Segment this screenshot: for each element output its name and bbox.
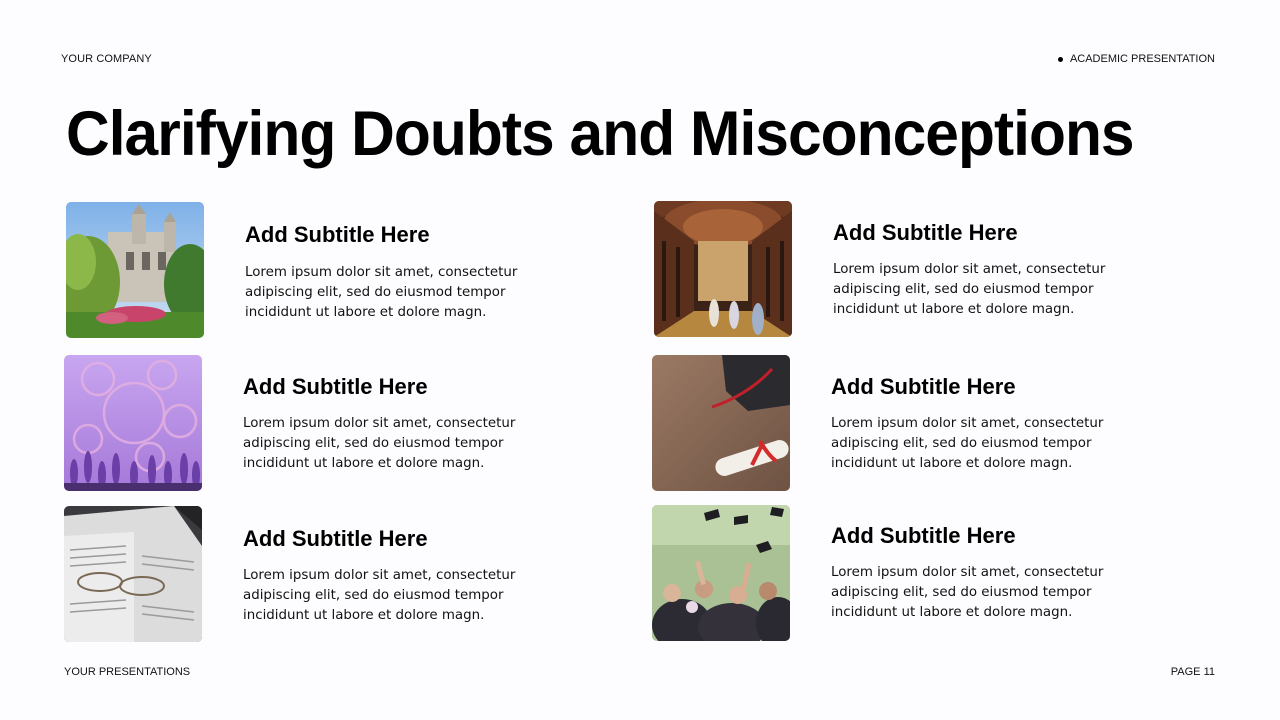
- card-body: Lorem ipsum dolor sit amet, consectetur adipiscing elit, sed do eiusmod tempor incididunt ut labore et dolore magn.: [831, 565, 1104, 620]
- card-subtitle: Add Subtitle Here: [245, 222, 430, 247]
- content-card: [64, 355, 584, 495]
- content-card: [64, 506, 584, 646]
- content-card: [652, 505, 1172, 645]
- library-hall-image: [654, 201, 792, 337]
- presentation-type-label: ACADEMIC PRESENTATION: [1069, 53, 1215, 65]
- content-card: [66, 202, 586, 342]
- card-body: Lorem ipsum dolor sit amet, consectetur adipiscing elit, sed do eiusmod tempor incididunt ut labore et dolore magn.: [245, 265, 518, 320]
- presentation-type: [1058, 53, 1215, 65]
- graduates-celebrating-image: [652, 505, 790, 641]
- card-body: Lorem ipsum dolor sit amet, consectetur adipiscing elit, sed do eiusmod tempor incididunt ut labore et dolore magn.: [833, 262, 1106, 317]
- company-label: YOUR COMPANY: [61, 53, 152, 65]
- page-number: PAGE 11: [1170, 666, 1215, 678]
- card-subtitle: Add Subtitle Here: [831, 374, 1016, 399]
- card-subtitle: Add Subtitle Here: [833, 220, 1018, 245]
- footer-presentations-label: YOUR PRESENTATIONS: [64, 666, 191, 678]
- card-body: Lorem ipsum dolor sit amet, consectetur adipiscing elit, sed do eiusmod tempor incididunt ut labore et dolore magn.: [243, 568, 516, 623]
- graduation-cap-diploma-image: [652, 355, 790, 491]
- university-building-image: [66, 202, 204, 338]
- card-subtitle: Add Subtitle Here: [243, 374, 428, 399]
- card-body: Lorem ipsum dolor sit amet, consectetur adipiscing elit, sed do eiusmod tempor incididunt ut labore et dolore magn.: [243, 416, 516, 471]
- open-book-glasses-image: [64, 506, 202, 642]
- card-body: Lorem ipsum dolor sit amet, consectetur adipiscing elit, sed do eiusmod tempor incididunt ut labore et dolore magn.: [831, 416, 1104, 471]
- page-title: Clarifying Doubts and Misconceptions: [66, 99, 1134, 169]
- card-subtitle: Add Subtitle Here: [243, 526, 428, 551]
- card-subtitle: Add Subtitle Here: [831, 523, 1016, 548]
- bullet-dot-icon: [1058, 57, 1063, 62]
- bubbles-lavender-image: [64, 355, 202, 491]
- content-card: [652, 355, 1172, 495]
- content-card: [654, 201, 1174, 341]
